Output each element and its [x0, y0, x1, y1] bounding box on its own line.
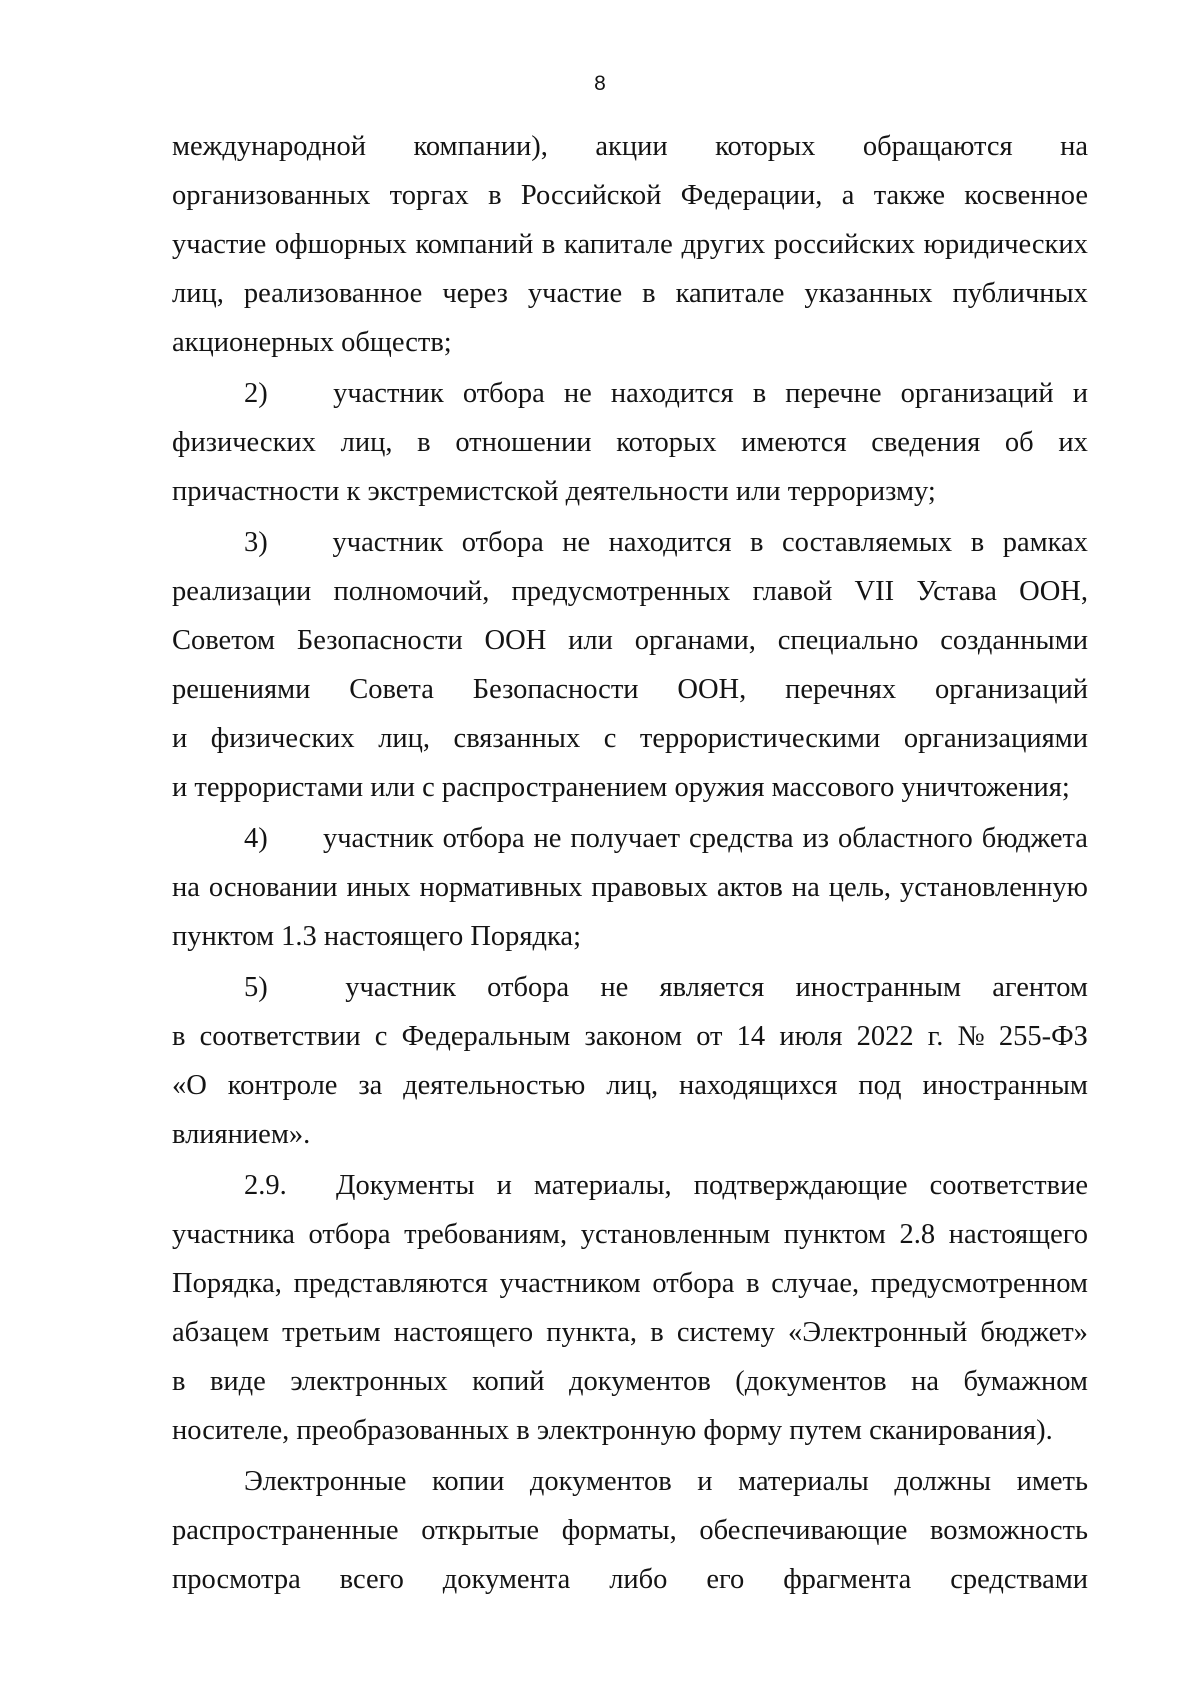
word: организаций — [934, 674, 1088, 705]
word: должны — [894, 1466, 992, 1497]
word: «О — [172, 1070, 207, 1101]
word: в — [541, 229, 556, 260]
word: в — [417, 427, 431, 458]
word: правовых — [591, 872, 708, 903]
word: которых — [715, 131, 816, 162]
word: или — [568, 625, 613, 656]
word: фрагмента — [783, 1564, 912, 1595]
paragraph-first-line — [172, 1457, 1088, 1506]
word: не — [600, 972, 629, 1003]
text-line — [172, 418, 1088, 467]
word: Российской — [520, 180, 662, 211]
word: российских — [773, 229, 915, 260]
word: средства — [689, 823, 794, 854]
word: отбора — [462, 378, 545, 409]
word: предусмотренных — [511, 576, 731, 607]
word: под — [858, 1070, 902, 1101]
word: из — [802, 823, 830, 854]
text-line — [172, 467, 1088, 516]
line-text: акционерных обществ; — [172, 327, 452, 358]
word: участник — [333, 378, 444, 409]
word: сведения — [871, 427, 981, 458]
word: и — [697, 1466, 713, 1497]
word: Порядка, — [172, 1268, 282, 1299]
word: Советом — [172, 625, 276, 656]
word: либо — [609, 1564, 668, 1595]
word: в — [172, 1366, 186, 1397]
word: установленным — [580, 1219, 771, 1250]
word: 14 — [736, 1021, 766, 1052]
word: настоящего — [948, 1219, 1088, 1250]
word: лиц, — [172, 278, 224, 309]
word: отбора — [308, 1219, 391, 1250]
word: связанных — [453, 723, 581, 754]
text-line — [172, 1210, 1088, 1259]
paragraph-first-line — [172, 963, 1088, 1012]
word: юридических — [923, 229, 1088, 260]
word: его — [706, 1564, 745, 1595]
text-line — [172, 912, 1088, 961]
word: иных — [346, 872, 411, 903]
word: международной — [172, 131, 366, 162]
word: ООН, — [677, 674, 747, 705]
word: лиц, — [606, 1070, 659, 1101]
text-line — [172, 665, 1088, 714]
word: решениями — [172, 674, 311, 705]
word: находится — [608, 527, 732, 558]
text-line — [172, 1357, 1088, 1406]
word: капитале — [564, 229, 673, 260]
word: имеются — [741, 427, 847, 458]
word: документов — [529, 1466, 672, 1497]
text-line — [172, 122, 1088, 171]
word: полномочий, — [333, 576, 490, 607]
word: в — [488, 180, 502, 211]
word: лиц, — [378, 723, 431, 754]
word: областного — [837, 823, 973, 854]
word: реализованное — [243, 278, 423, 309]
word: представляются — [293, 1268, 488, 1299]
word: копий — [472, 1366, 545, 1397]
word: в — [650, 1317, 664, 1348]
word: с — [603, 723, 617, 754]
word: требованиям, — [404, 1219, 568, 1250]
document-body — [172, 122, 1088, 1604]
word: через — [442, 278, 508, 309]
list-item-number: 5) — [244, 972, 268, 1003]
word: перечне — [785, 378, 882, 409]
word: организованных — [172, 180, 371, 211]
word: находящихся — [678, 1070, 838, 1101]
word: актов — [716, 872, 783, 903]
word: за — [358, 1070, 383, 1101]
word: отношении — [455, 427, 592, 458]
word: перечнях — [785, 674, 897, 705]
word: установленную — [900, 872, 1088, 903]
line-text: и террористами или с распространением оружия массового уничтожения; — [172, 772, 1070, 803]
word: просмотра — [172, 1564, 301, 1595]
word: и — [496, 1170, 512, 1201]
word: соответствие — [929, 1170, 1088, 1201]
word: также — [873, 180, 945, 211]
word: отбора — [487, 972, 570, 1003]
word: и — [1072, 378, 1088, 409]
word: Документы — [336, 1170, 475, 1201]
text-line — [172, 863, 1088, 912]
word: деятельностью — [403, 1070, 586, 1101]
word: Безопасности — [472, 674, 639, 705]
text-line — [172, 269, 1088, 318]
text-line — [172, 567, 1088, 616]
word: рамках — [1002, 527, 1088, 558]
word: иметь — [1016, 1466, 1088, 1497]
word: документов — [569, 1366, 711, 1397]
word: органами, — [634, 625, 756, 656]
word: на — [911, 1366, 939, 1397]
word: в — [752, 378, 767, 409]
text-line — [172, 714, 1088, 763]
text-line — [172, 1406, 1088, 1455]
word: отбора — [442, 823, 525, 854]
word: других — [681, 229, 766, 260]
word: участие — [527, 278, 623, 309]
list-item-number: 2.9. — [244, 1170, 287, 1201]
paragraph-first-line — [172, 369, 1088, 418]
text-line — [172, 1012, 1088, 1061]
word: форматы, — [561, 1515, 677, 1546]
word: возможность — [930, 1515, 1088, 1546]
word: не — [562, 527, 591, 558]
word: бумажном — [963, 1366, 1088, 1397]
word: иностранным — [922, 1070, 1088, 1101]
word: г. — [927, 1021, 944, 1052]
word: организациями — [903, 723, 1088, 754]
word: соответствии — [199, 1021, 361, 1052]
text-line — [172, 1061, 1088, 1110]
word: контроле — [227, 1070, 338, 1101]
word: иностранным — [795, 972, 962, 1003]
word: июля — [779, 1021, 843, 1052]
word: законом — [584, 1021, 683, 1052]
word: составляемых — [781, 527, 953, 558]
word: в — [642, 278, 656, 309]
word: публичных — [952, 278, 1088, 309]
word: которых — [616, 427, 717, 458]
word: Безопасности — [296, 625, 463, 656]
word: бюджет» — [980, 1317, 1088, 1348]
word: электронных — [290, 1366, 448, 1397]
word: торгах — [389, 180, 469, 211]
word: главой — [752, 576, 833, 607]
word: офшорных — [274, 229, 407, 260]
word: участие — [172, 229, 267, 260]
word: агентом — [992, 972, 1088, 1003]
word: материалы — [738, 1466, 869, 1497]
word: ООН — [484, 625, 547, 656]
list-item-number: 3) — [244, 527, 268, 558]
list-item-number: 2) — [244, 378, 268, 409]
word: предусмотренном — [870, 1268, 1088, 1299]
word: реализации — [172, 576, 312, 607]
word: на — [791, 872, 820, 903]
page-number: 8 — [594, 72, 606, 95]
line-text: причастности к экстремистской деятельности или терроризму; — [172, 476, 936, 507]
word: пунктом — [783, 1219, 886, 1250]
word: № — [957, 1021, 985, 1052]
word: косвенное — [964, 180, 1088, 211]
word: копии — [431, 1466, 505, 1497]
text-line — [172, 1259, 1088, 1308]
paragraph-first-line — [172, 518, 1088, 567]
word: обеспечивающие — [699, 1515, 908, 1546]
text-line — [172, 1506, 1088, 1555]
paragraph-first-line — [172, 1161, 1088, 1210]
word: компании), — [413, 131, 548, 162]
text-line — [172, 318, 1088, 367]
word: пункта, — [546, 1317, 638, 1348]
word: 2022 — [856, 1021, 914, 1052]
word: основании — [208, 872, 338, 903]
word: бюджета — [981, 823, 1088, 854]
word: Совета — [349, 674, 434, 705]
word: на — [172, 872, 200, 903]
word: подтверждающие — [693, 1170, 908, 1201]
word: физических — [210, 723, 355, 754]
word: «Электронный — [788, 1317, 968, 1348]
word: отбора — [652, 1268, 735, 1299]
list-item-number: 4) — [244, 823, 268, 854]
word: организаций — [900, 378, 1054, 409]
word: настоящего — [393, 1317, 534, 1348]
word: VII — [854, 576, 895, 607]
word: цель, — [828, 872, 892, 903]
word: распространенные — [172, 1515, 399, 1546]
word: виде — [209, 1366, 266, 1397]
text-line — [172, 220, 1088, 269]
word: их — [1058, 427, 1088, 458]
text-line — [172, 1308, 1088, 1357]
word: указанных — [804, 278, 933, 309]
word: участник — [345, 972, 456, 1003]
word: в — [970, 527, 985, 558]
word: систему — [676, 1317, 775, 1348]
word: не — [563, 378, 592, 409]
word: Устава — [916, 576, 997, 607]
word: в — [746, 1268, 760, 1299]
word: обращаются — [862, 131, 1013, 162]
line-text: влиянием». — [172, 1119, 311, 1150]
word: в — [749, 527, 764, 558]
word: не — [533, 823, 562, 854]
text-line — [172, 1110, 1088, 1159]
word: абзацем — [172, 1317, 269, 1348]
word: нормативных — [419, 872, 583, 903]
word: на — [1060, 131, 1088, 162]
word: капитале — [675, 278, 785, 309]
word: участника — [172, 1219, 295, 1250]
word: всего — [339, 1564, 404, 1595]
word: находится — [610, 378, 734, 409]
word: участником — [499, 1268, 641, 1299]
text-line — [172, 171, 1088, 220]
text-line — [172, 1555, 1088, 1604]
word: участник — [332, 527, 444, 558]
word: от — [696, 1021, 723, 1052]
word: специально — [777, 625, 919, 656]
word: компаний — [415, 229, 534, 260]
word: и — [172, 723, 188, 754]
word: лиц, — [340, 427, 393, 458]
word: ООН, — [1019, 576, 1088, 607]
word: об — [1004, 427, 1034, 458]
line-text: носителе, преобразованных в электронную форму путем сканирования). — [172, 1415, 1053, 1446]
word: Федеральным — [401, 1021, 571, 1052]
word: 2.8 — [899, 1219, 936, 1250]
word: документа — [442, 1564, 571, 1595]
word: акции — [595, 131, 668, 162]
word: с — [374, 1021, 388, 1052]
word: 255-ФЗ — [998, 1021, 1088, 1052]
word: отбора — [461, 527, 544, 558]
word: террористическими — [639, 723, 881, 754]
word: материалы, — [533, 1170, 672, 1201]
text-line — [172, 616, 1088, 665]
word: физических — [172, 427, 316, 458]
paragraph-first-line — [172, 814, 1088, 863]
word: а — [841, 180, 855, 211]
word: Электронные — [244, 1466, 407, 1497]
word: средствами — [950, 1564, 1088, 1595]
text-line — [172, 763, 1088, 812]
word: открытые — [421, 1515, 540, 1546]
word: участник — [322, 823, 434, 854]
line-text: пунктом 1.3 настоящего Порядка; — [172, 921, 581, 952]
word: получает — [570, 823, 681, 854]
word: Федерации, — [680, 180, 823, 211]
word: в — [172, 1021, 186, 1052]
word: случае, — [771, 1268, 860, 1299]
word: (документов — [735, 1366, 887, 1397]
word: третьим — [282, 1317, 381, 1348]
word: созданными — [940, 625, 1088, 656]
word: является — [659, 972, 765, 1003]
